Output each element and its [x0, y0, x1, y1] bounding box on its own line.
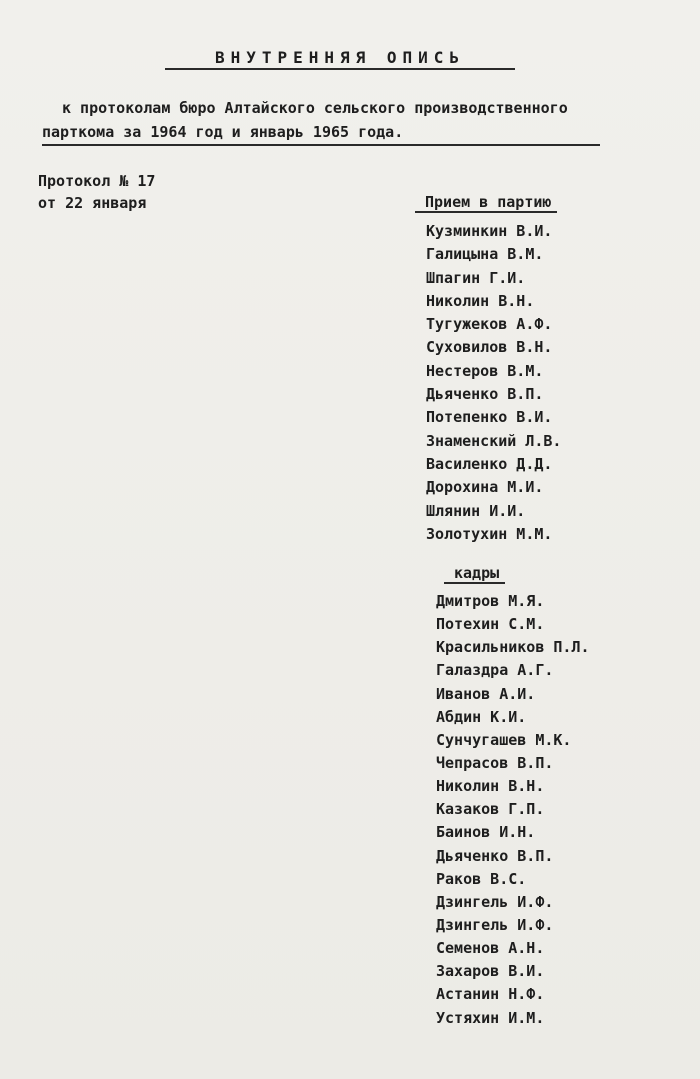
protocol-reference	[38, 170, 155, 214]
list-item: Галицына В.М.	[426, 245, 544, 264]
list-item: Шлянин И.И.	[426, 501, 526, 520]
list-item: Дзингель И.Ф.	[436, 892, 554, 911]
list-item: Потехин С.М.	[436, 615, 545, 634]
list-item: Кузминкин В.И.	[426, 222, 553, 240]
list-item: Красильников П.Л.	[436, 638, 590, 657]
list-item: Галаздра А.Г.	[436, 661, 554, 680]
list-item: Золотухин М.М.	[426, 524, 553, 543]
list-item: Казаков Г.П.	[436, 800, 545, 819]
list-item: Тугужеков А.Ф.	[426, 315, 553, 334]
list-item: Дмитров М.Я.	[436, 592, 545, 610]
list-item: Потепенко В.И.	[426, 408, 553, 427]
document-title: ВНУТРЕННЯЯ ОПИСЬ	[165, 48, 515, 70]
list-item: Дорохина М.И.	[426, 478, 544, 497]
list-item: Николин В.Н.	[436, 777, 545, 796]
protocol-number: Протокол № 17	[38, 172, 156, 190]
list-item: Иванов А.И.	[436, 684, 536, 703]
list-item: Шпагин Г.И.	[426, 268, 526, 287]
list-item: Баинов И.Н.	[436, 823, 536, 842]
list-item: Николин В.Н.	[426, 291, 535, 310]
party-admission-heading: Прием в партию	[415, 193, 557, 213]
protocol-date: от 22 января	[38, 194, 147, 212]
list-item: Устяхин И.М.	[436, 1008, 545, 1027]
list-item: Дьяченко В.П.	[426, 385, 544, 404]
list-item: Дзингель И.Ф.	[436, 915, 554, 934]
list-item: Раков В.С.	[436, 869, 527, 888]
list-item: Василенко Д.Д.	[426, 454, 553, 473]
document-subtitle	[42, 96, 602, 146]
list-item: Сунчугашев М.К.	[436, 730, 572, 749]
list-item: Дьяченко В.П.	[436, 846, 554, 865]
list-item: Абдин К.И.	[436, 707, 527, 726]
list-item: Суховилов В.Н.	[426, 338, 553, 357]
cadres-list	[436, 590, 590, 1030]
list-item: Нестеров В.М.	[426, 361, 544, 380]
subtitle-line-2: парткома за 1964 год и январь 1965 года.	[42, 120, 600, 146]
list-item: Захаров В.И.	[436, 962, 545, 981]
list-item: Знаменский Л.В.	[426, 431, 562, 450]
subtitle-line-1: к протоколам бюро Алтайского сельского производственного	[62, 99, 568, 117]
party-admission-list	[426, 220, 561, 546]
list-item: Чепрасов В.П.	[436, 753, 554, 772]
cadres-heading: кадры	[444, 564, 505, 584]
list-item: Астанин Н.Ф.	[436, 985, 545, 1004]
list-item: Семенов А.Н.	[436, 939, 545, 958]
